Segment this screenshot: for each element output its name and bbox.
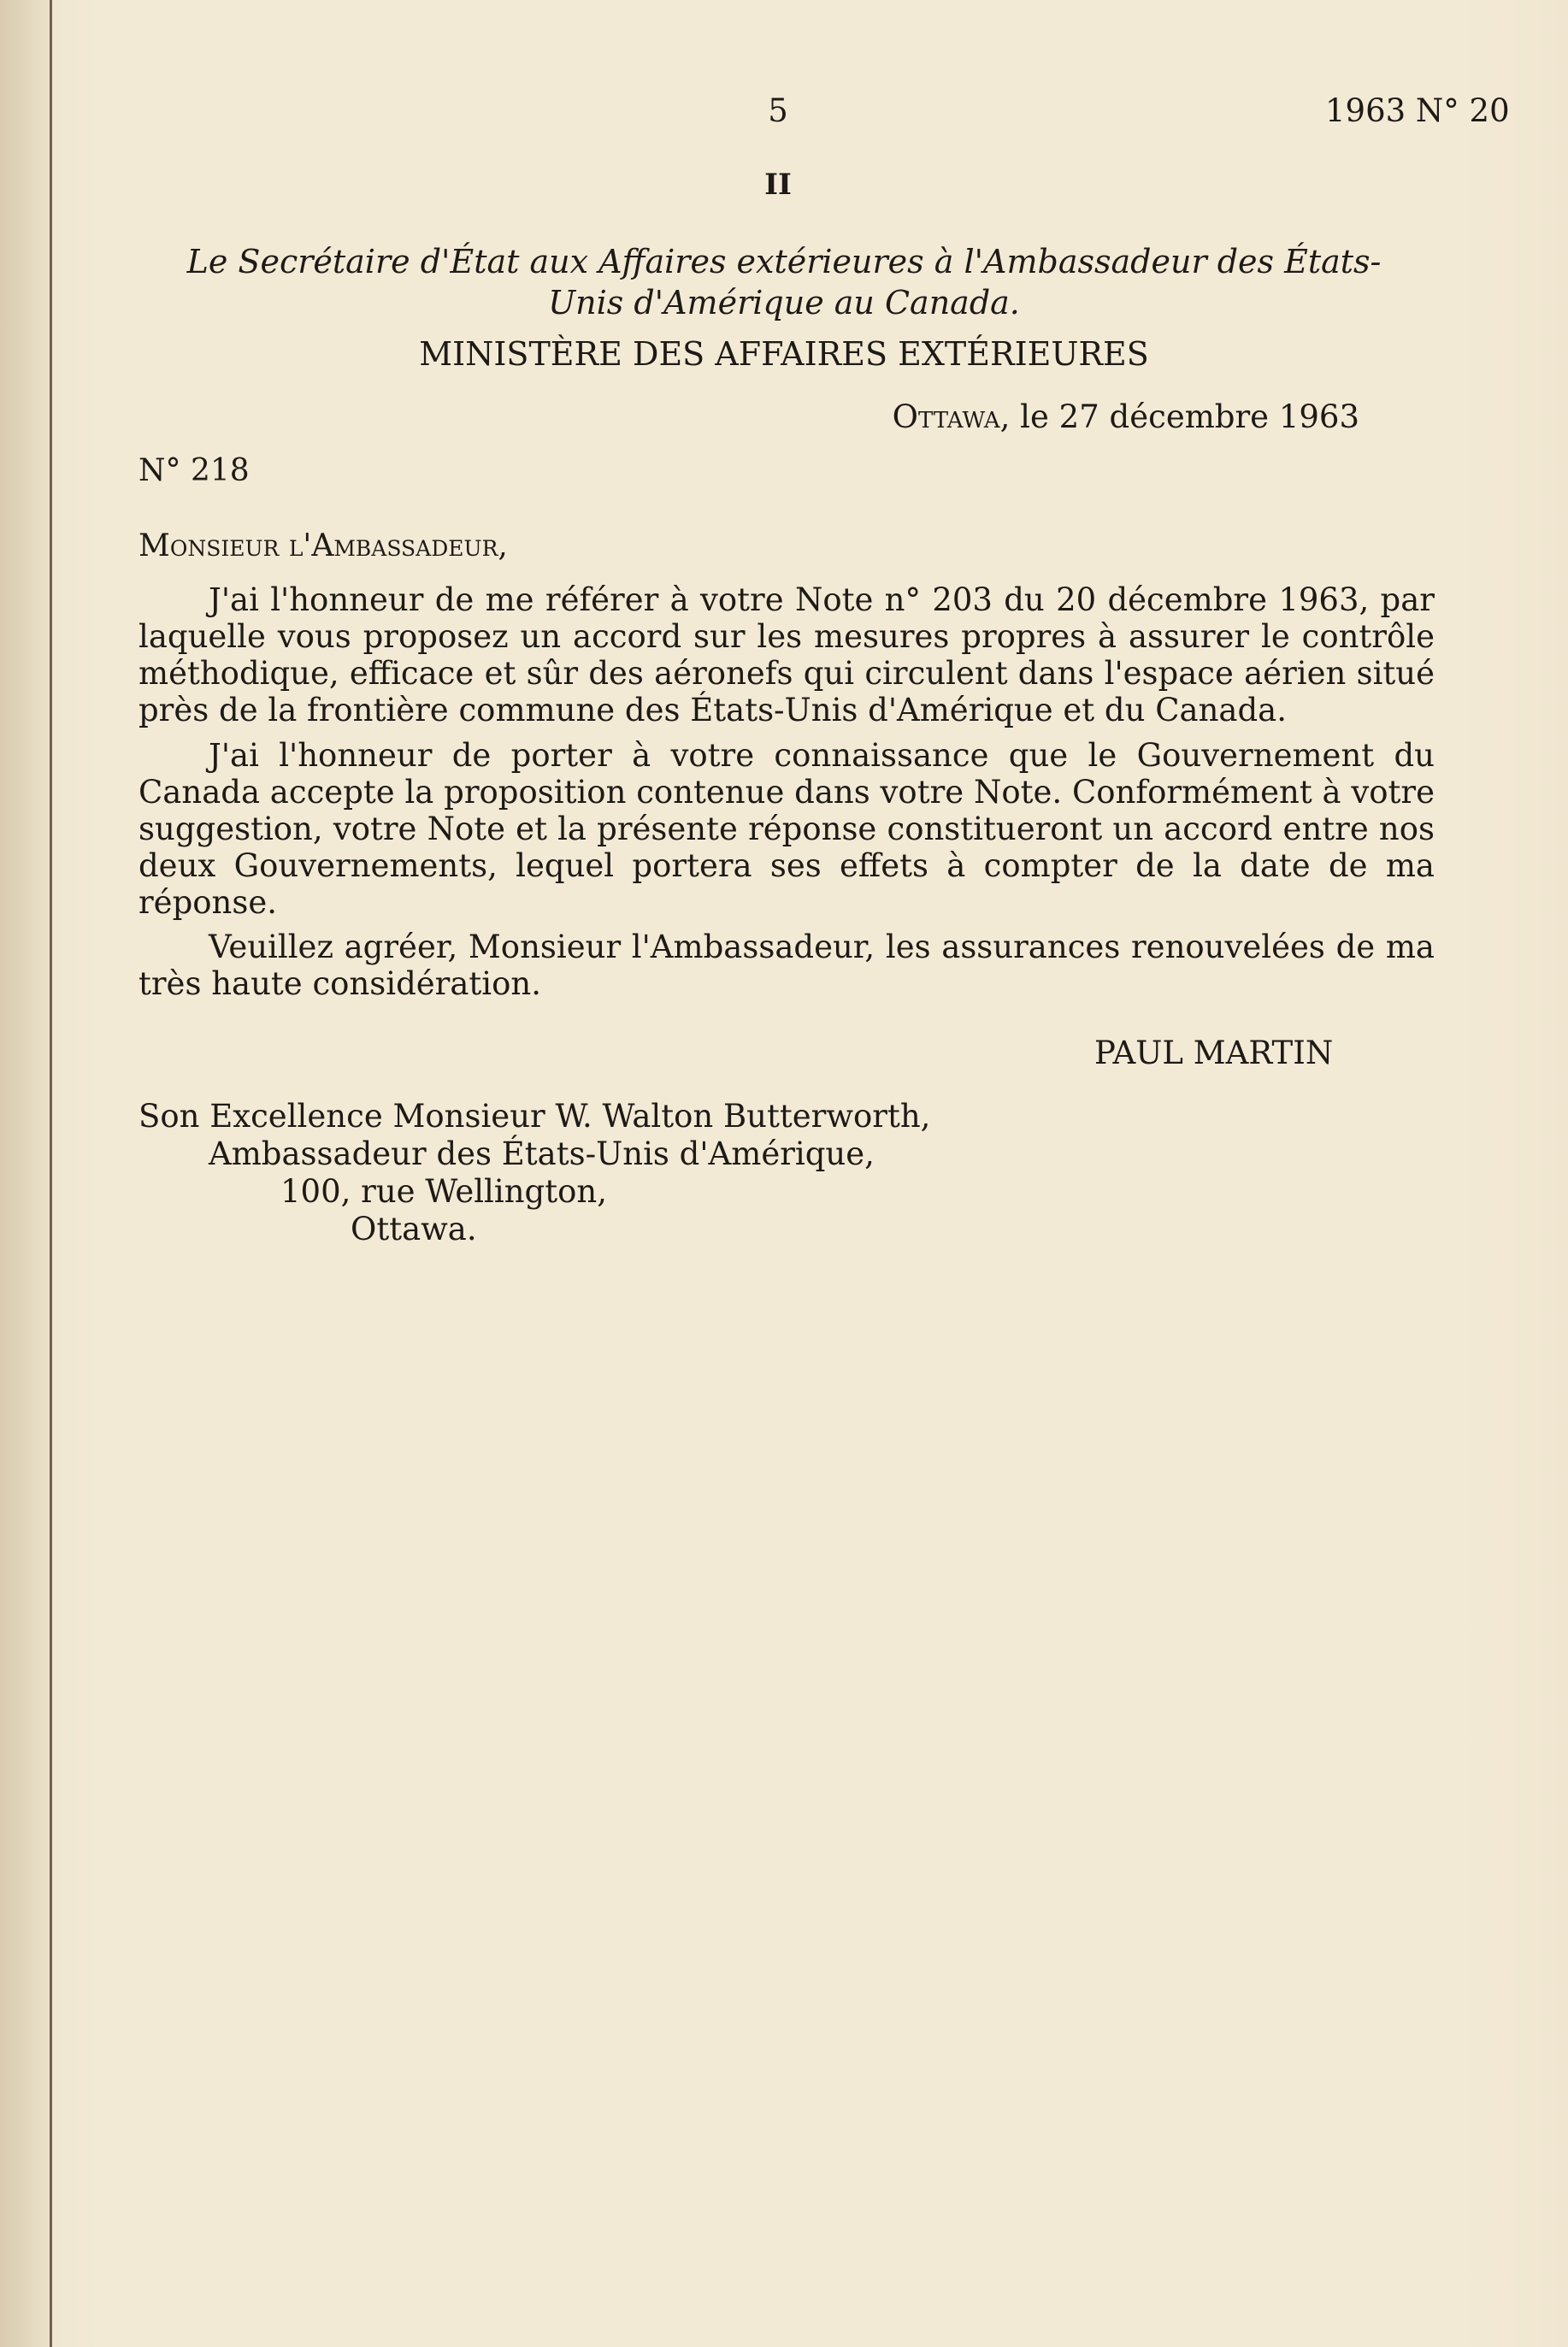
binding-shadow	[0, 0, 50, 2347]
paragraph-3: Veuillez agréer, Monsieur l'Ambassadeur, les assurances renouvelées de ma très haute considération.	[139, 929, 1435, 1002]
salutation: Monsieur l'Ambassadeur,	[139, 528, 508, 563]
address-line-1: Son Excellence Monsieur W. Walton Butterworth,	[139, 1098, 931, 1135]
dateline-place: Ottawa,	[892, 398, 1011, 435]
ministry-title: MINISTÈRE DES AFFAIRES EXTÉRIEURES	[419, 335, 1149, 373]
dateline-date: le 27 décembre 1963	[1010, 398, 1359, 435]
note-number: N° 218	[139, 453, 250, 488]
paragraph-2: J'ai l'honneur de porter à votre connaissance que le Gouvernement du Canada accepte la proposition contenue dans votre Note. Conformément à votre suggestion, votre Note et la présente réponse constitueront un accord entre nos deux Gouvernements, lequel portera ses effets à compter de la date de ma réponse.	[139, 737, 1435, 921]
paragraph-1: J'ai l'honneur de me référer à votre Note n° 203 du 20 décembre 1963, par laquelle vous proposez un accord sur les mesures propres à assurer le contrôle méthodique, efficace et sûr des aéronefs qui circulent dans l'espace aérien situé près de la frontière commune des États-Unis d'Amérique et du Canada.	[139, 581, 1435, 728]
dateline	[769, 398, 1359, 435]
letter-heading: Le Secrétaire d'État aux Affaires extérieures à l'Ambassadeur des États-Unis d'Amérique au Canada.	[186, 243, 1382, 321]
signature: PAUL MARTIN	[1094, 1035, 1334, 1071]
gazette-reference: 1963 N° 20	[1325, 92, 1510, 129]
binding-edge	[50, 0, 52, 2347]
address-line-3: 100, rue Wellington,	[280, 1173, 607, 1210]
address-line-4: Ottawa.	[351, 1211, 477, 1247]
section-numeral: II	[764, 168, 792, 202]
page-number: 5	[768, 92, 788, 129]
address-line-2: Ambassadeur des États-Unis d'Amérique,	[209, 1135, 875, 1172]
